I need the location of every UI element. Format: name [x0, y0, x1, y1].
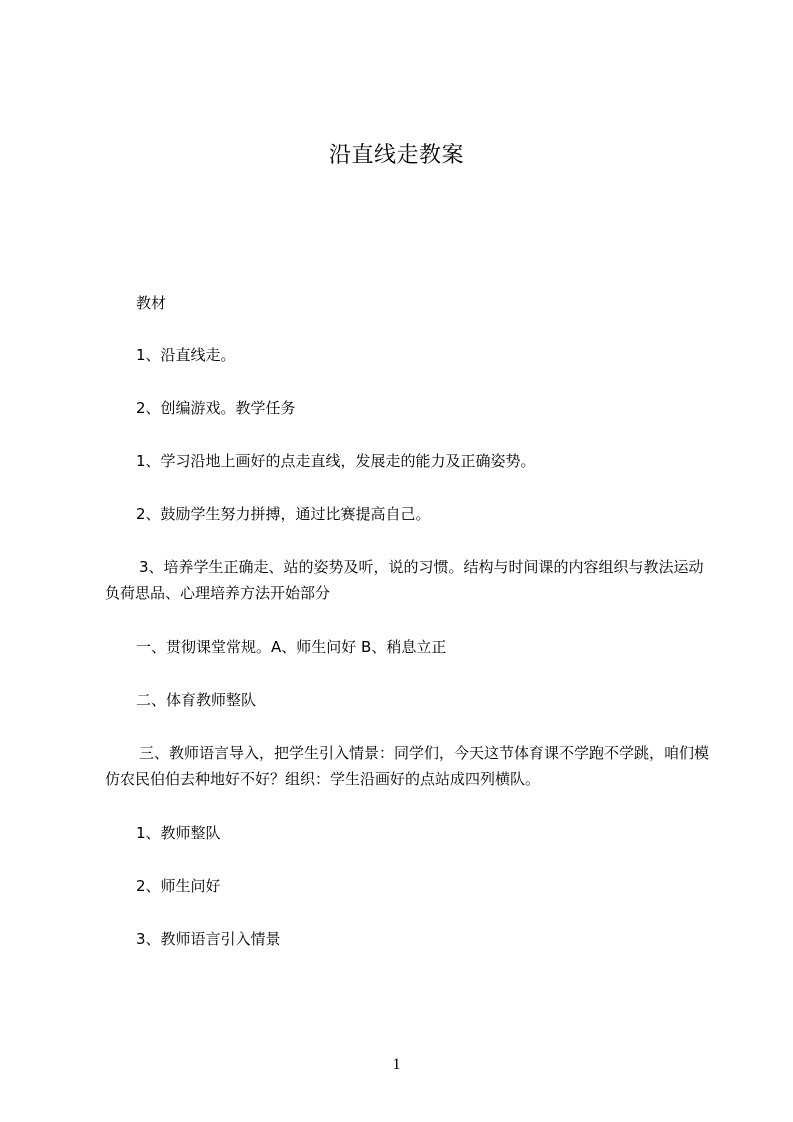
paragraph-item: 2、创编游戏。教学任务 — [136, 399, 296, 417]
paragraph-item: 3、教师语言引入情景 — [136, 930, 281, 948]
paragraph-item: 二、体育教师整队 — [136, 691, 257, 709]
page-number: 1 — [392, 1056, 401, 1073]
paragraph-textbook: 教材 — [136, 294, 167, 312]
paragraph-item: 3、培养学生正确走、站的姿势及听，说的习惯。结构与时间课的内容组织与教法运动负荷思品、心理培养方法开始部分 — [105, 558, 704, 602]
paragraph-item: 1、沿直线走。 — [136, 346, 236, 364]
page-title: 沿直线走教案 — [328, 143, 464, 168]
paragraph-item: 三、教师语言导入，把学生引入情景：同学们，今天这节体育课不学跑不学跳，咱们模仿农民伯伯去种地好不好？组织：学生沿画好的点站成四列横队。 — [105, 744, 710, 788]
paragraph-item: 1、学习沿地上画好的点走直线，发展走的能力及正确姿势。 — [136, 452, 536, 470]
paragraph-item: 一、贯彻课堂常规。A、师生问好 B、稍息立正 — [136, 638, 447, 656]
paragraph-item: 2、师生问好 — [136, 877, 221, 895]
paragraph-item: 1、教师整队 — [136, 824, 221, 842]
paragraph-item: 2、鼓励学生努力拼搏，通过比赛提高自己。 — [136, 505, 431, 523]
